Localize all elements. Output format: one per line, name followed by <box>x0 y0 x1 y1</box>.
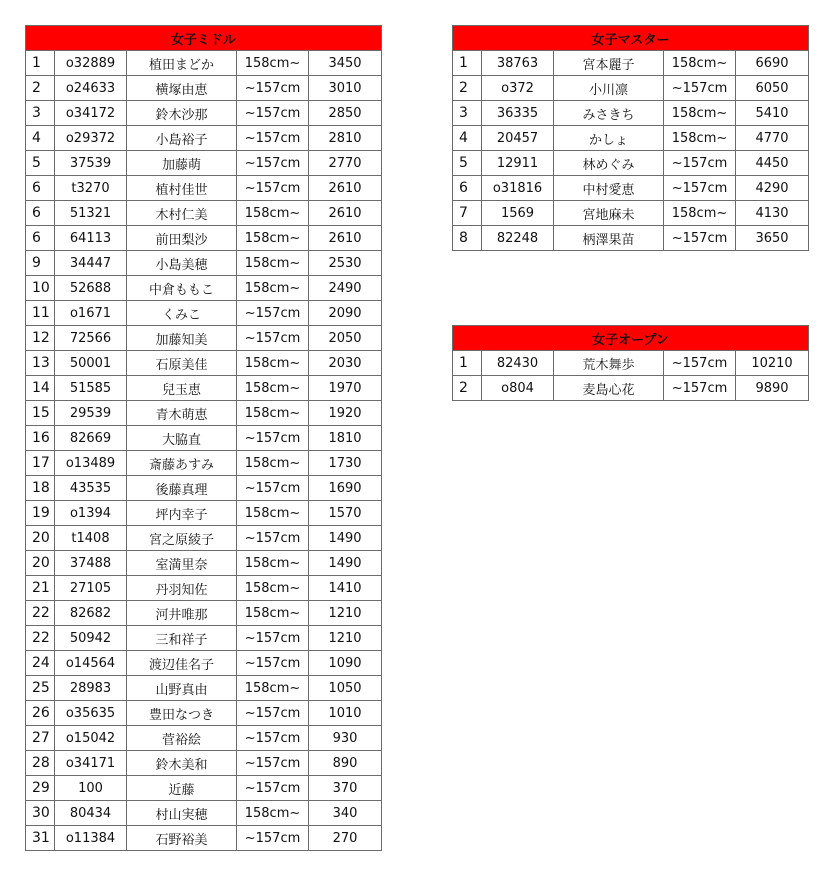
score-cell: 2490 <box>309 276 382 301</box>
member-id-cell: 82669 <box>55 426 127 451</box>
table-row <box>453 376 809 401</box>
table-row <box>26 101 382 126</box>
score-cell: 6690 <box>736 51 809 76</box>
rank-cell: 4 <box>26 126 55 151</box>
table-row <box>26 651 382 676</box>
name-cell: 大脇直 <box>127 426 237 451</box>
table-row <box>26 451 382 476</box>
height-class-cell: 158cm~ <box>664 201 736 226</box>
member-id-cell: o804 <box>482 376 554 401</box>
name-cell: 青木萌恵 <box>127 401 237 426</box>
member-id-cell: 37488 <box>55 551 127 576</box>
rank-cell: 6 <box>26 226 55 251</box>
rank-cell: 7 <box>453 201 482 226</box>
table-row <box>26 351 382 376</box>
table-row <box>26 701 382 726</box>
rank-cell: 2 <box>26 76 55 101</box>
height-class-cell: ~157cm <box>237 176 309 201</box>
member-id-cell: 36335 <box>482 101 554 126</box>
name-cell: 豊田なつき <box>127 701 237 726</box>
name-cell: みさきち <box>554 101 664 126</box>
rank-cell: 4 <box>453 126 482 151</box>
table-row <box>26 626 382 651</box>
name-cell: 荒木舞歩 <box>554 351 664 376</box>
table-row <box>26 126 382 151</box>
member-id-cell: 29539 <box>55 401 127 426</box>
table-row <box>26 751 382 776</box>
score-cell: 3650 <box>736 226 809 251</box>
name-cell: 菅裕絵 <box>127 726 237 751</box>
height-class-cell: 158cm~ <box>237 251 309 276</box>
score-cell: 2030 <box>309 351 382 376</box>
rank-cell: 2 <box>453 376 482 401</box>
member-id-cell: 12911 <box>482 151 554 176</box>
name-cell: 麦島心花 <box>554 376 664 401</box>
name-cell: 植田まどか <box>127 51 237 76</box>
table-row <box>26 401 382 426</box>
table-row <box>26 376 382 401</box>
table-row <box>26 601 382 626</box>
name-cell: 小川凛 <box>554 76 664 101</box>
table-row <box>26 551 382 576</box>
height-class-cell: ~157cm <box>237 476 309 501</box>
member-id-cell: o35635 <box>55 701 127 726</box>
rank-cell: 28 <box>26 751 55 776</box>
name-cell: 宮地麻未 <box>554 201 664 226</box>
member-id-cell: o13489 <box>55 451 127 476</box>
rank-cell: 10 <box>26 276 55 301</box>
rank-cell: 3 <box>26 101 55 126</box>
name-cell: 坪内幸子 <box>127 501 237 526</box>
name-cell: 石野裕美 <box>127 826 237 851</box>
table-row <box>26 801 382 826</box>
rank-cell: 3 <box>453 101 482 126</box>
table-row <box>26 726 382 751</box>
member-id-cell: 50942 <box>55 626 127 651</box>
name-cell: 前田梨沙 <box>127 226 237 251</box>
rank-cell: 9 <box>26 251 55 276</box>
height-class-cell: 158cm~ <box>664 101 736 126</box>
height-class-cell: ~157cm <box>664 226 736 251</box>
rank-cell: 1 <box>26 51 55 76</box>
score-cell: 2810 <box>309 126 382 151</box>
table-row <box>453 201 809 226</box>
rank-cell: 6 <box>453 176 482 201</box>
table-row <box>453 76 809 101</box>
score-cell: 1490 <box>309 551 382 576</box>
name-cell: 小島裕子 <box>127 126 237 151</box>
table-row <box>26 476 382 501</box>
member-id-cell: o29372 <box>55 126 127 151</box>
rank-cell: 1 <box>453 51 482 76</box>
rank-cell: 13 <box>26 351 55 376</box>
score-cell: 9890 <box>736 376 809 401</box>
name-cell: 林めぐみ <box>554 151 664 176</box>
member-id-cell: o15042 <box>55 726 127 751</box>
name-cell: かしょ <box>554 126 664 151</box>
height-class-cell: ~157cm <box>237 751 309 776</box>
height-class-cell: ~157cm <box>237 651 309 676</box>
score-cell: 4290 <box>736 176 809 201</box>
score-cell: 1690 <box>309 476 382 501</box>
name-cell: 加藤萌 <box>127 151 237 176</box>
table-row <box>26 201 382 226</box>
height-class-cell: ~157cm <box>237 76 309 101</box>
member-id-cell: t1408 <box>55 526 127 551</box>
score-cell: 2530 <box>309 251 382 276</box>
rank-cell: 8 <box>453 226 482 251</box>
height-class-cell: ~157cm <box>237 701 309 726</box>
height-class-cell: 158cm~ <box>237 601 309 626</box>
name-cell: 小島美穂 <box>127 251 237 276</box>
rank-cell: 22 <box>26 601 55 626</box>
name-cell: 木村仁美 <box>127 201 237 226</box>
table-row <box>26 576 382 601</box>
name-cell: 鈴木沙那 <box>127 101 237 126</box>
score-cell: 1970 <box>309 376 382 401</box>
rank-cell: 29 <box>26 776 55 801</box>
rank-cell: 19 <box>26 501 55 526</box>
table-row <box>453 351 809 376</box>
member-id-cell: 1569 <box>482 201 554 226</box>
score-cell: 370 <box>309 776 382 801</box>
member-id-cell: 52688 <box>55 276 127 301</box>
rank-cell: 24 <box>26 651 55 676</box>
score-cell: 2610 <box>309 226 382 251</box>
rank-cell: 6 <box>26 176 55 201</box>
height-class-cell: ~157cm <box>237 301 309 326</box>
rank-cell: 5 <box>26 151 55 176</box>
height-class-cell: 158cm~ <box>237 51 309 76</box>
member-id-cell: t3270 <box>55 176 127 201</box>
table-row <box>453 126 809 151</box>
height-class-cell: ~157cm <box>237 726 309 751</box>
height-class-cell: ~157cm <box>237 101 309 126</box>
rank-cell: 11 <box>26 301 55 326</box>
rank-cell: 2 <box>453 76 482 101</box>
score-cell: 6050 <box>736 76 809 101</box>
rank-cell: 26 <box>26 701 55 726</box>
score-cell: 1210 <box>309 601 382 626</box>
member-id-cell: 43535 <box>55 476 127 501</box>
rank-cell: 16 <box>26 426 55 451</box>
score-cell: 1410 <box>309 576 382 601</box>
name-cell: 鈴木美和 <box>127 751 237 776</box>
table-row <box>26 426 382 451</box>
height-class-cell: 158cm~ <box>664 126 736 151</box>
table-row <box>26 526 382 551</box>
rank-cell: 30 <box>26 801 55 826</box>
member-id-cell: 64113 <box>55 226 127 251</box>
score-cell: 340 <box>309 801 382 826</box>
score-cell: 1010 <box>309 701 382 726</box>
score-cell: 930 <box>309 726 382 751</box>
score-cell: 1730 <box>309 451 382 476</box>
score-cell: 1570 <box>309 501 382 526</box>
member-id-cell: 72566 <box>55 326 127 351</box>
member-id-cell: 28983 <box>55 676 127 701</box>
member-id-cell: o11384 <box>55 826 127 851</box>
name-cell: 植村佳世 <box>127 176 237 201</box>
height-class-cell: ~157cm <box>664 76 736 101</box>
score-cell: 1810 <box>309 426 382 451</box>
height-class-cell: ~157cm <box>237 326 309 351</box>
height-class-cell: 158cm~ <box>237 451 309 476</box>
name-cell: 中村愛恵 <box>554 176 664 201</box>
score-cell: 3450 <box>309 51 382 76</box>
table-row <box>26 51 382 76</box>
height-class-cell: ~157cm <box>237 626 309 651</box>
member-id-cell: 82430 <box>482 351 554 376</box>
rank-cell: 25 <box>26 676 55 701</box>
member-id-cell: 80434 <box>55 801 127 826</box>
height-class-cell: 158cm~ <box>237 676 309 701</box>
height-class-cell: ~157cm <box>237 826 309 851</box>
name-cell: 宮本麗子 <box>554 51 664 76</box>
table-row <box>453 51 809 76</box>
rank-cell: 6 <box>26 201 55 226</box>
height-class-cell: 158cm~ <box>237 401 309 426</box>
name-cell: 河井唯那 <box>127 601 237 626</box>
member-id-cell: 82248 <box>482 226 554 251</box>
member-id-cell: 50001 <box>55 351 127 376</box>
table-row <box>453 101 809 126</box>
score-cell: 3010 <box>309 76 382 101</box>
table-row <box>26 301 382 326</box>
rank-cell: 31 <box>26 826 55 851</box>
name-cell: 石原美佳 <box>127 351 237 376</box>
rank-cell: 20 <box>26 526 55 551</box>
ranking-table-women-master <box>452 25 809 251</box>
name-cell: くみこ <box>127 301 237 326</box>
score-cell: 1490 <box>309 526 382 551</box>
member-id-cell: 20457 <box>482 126 554 151</box>
height-class-cell: 158cm~ <box>237 226 309 251</box>
score-cell: 270 <box>309 826 382 851</box>
table-row <box>26 151 382 176</box>
name-cell: 斎藤あすみ <box>127 451 237 476</box>
rank-cell: 5 <box>453 151 482 176</box>
height-class-cell: ~157cm <box>237 776 309 801</box>
member-id-cell: 82682 <box>55 601 127 626</box>
member-id-cell: 34447 <box>55 251 127 276</box>
member-id-cell: 51585 <box>55 376 127 401</box>
member-id-cell: 27105 <box>55 576 127 601</box>
name-cell: 三和祥子 <box>127 626 237 651</box>
score-cell: 2610 <box>309 201 382 226</box>
rank-cell: 17 <box>26 451 55 476</box>
name-cell: 近藤 <box>127 776 237 801</box>
height-class-cell: 158cm~ <box>664 51 736 76</box>
table-row <box>26 501 382 526</box>
member-id-cell: 37539 <box>55 151 127 176</box>
name-cell: 渡辺佳名子 <box>127 651 237 676</box>
rank-cell: 15 <box>26 401 55 426</box>
score-cell: 4450 <box>736 151 809 176</box>
member-id-cell: o31816 <box>482 176 554 201</box>
score-cell: 2770 <box>309 151 382 176</box>
score-cell: 1920 <box>309 401 382 426</box>
member-id-cell: o34171 <box>55 751 127 776</box>
score-cell: 2610 <box>309 176 382 201</box>
rank-cell: 14 <box>26 376 55 401</box>
table-row <box>26 176 382 201</box>
name-cell: 村山実穂 <box>127 801 237 826</box>
score-cell: 1090 <box>309 651 382 676</box>
table-title: 女子オープン <box>453 326 809 351</box>
height-class-cell: ~157cm <box>664 176 736 201</box>
table-row <box>26 676 382 701</box>
score-cell: 10210 <box>736 351 809 376</box>
member-id-cell: 38763 <box>482 51 554 76</box>
name-cell: 横塚由恵 <box>127 76 237 101</box>
height-class-cell: ~157cm <box>664 151 736 176</box>
score-cell: 890 <box>309 751 382 776</box>
rank-cell: 18 <box>26 476 55 501</box>
name-cell: 室満里奈 <box>127 551 237 576</box>
table-row <box>26 326 382 351</box>
height-class-cell: 158cm~ <box>237 801 309 826</box>
ranking-table-women-open <box>452 325 809 401</box>
height-class-cell: ~157cm <box>237 426 309 451</box>
name-cell: 中倉ももこ <box>127 276 237 301</box>
table-title: 女子マスター <box>453 26 809 51</box>
name-cell: 柄澤果苗 <box>554 226 664 251</box>
table-row <box>453 176 809 201</box>
table-row <box>26 826 382 851</box>
height-class-cell: ~157cm <box>237 526 309 551</box>
score-cell: 1210 <box>309 626 382 651</box>
table-row <box>26 776 382 801</box>
height-class-cell: ~157cm <box>237 126 309 151</box>
height-class-cell: 158cm~ <box>237 276 309 301</box>
member-id-cell: 100 <box>55 776 127 801</box>
height-class-cell: 158cm~ <box>237 351 309 376</box>
member-id-cell: 51321 <box>55 201 127 226</box>
name-cell: 兒玉恵 <box>127 376 237 401</box>
rank-cell: 21 <box>26 576 55 601</box>
height-class-cell: ~157cm <box>664 376 736 401</box>
name-cell: 丹羽知佐 <box>127 576 237 601</box>
table-row <box>453 226 809 251</box>
member-id-cell: o14564 <box>55 651 127 676</box>
table-row <box>26 276 382 301</box>
member-id-cell: o1671 <box>55 301 127 326</box>
member-id-cell: o1394 <box>55 501 127 526</box>
score-cell: 4770 <box>736 126 809 151</box>
height-class-cell: 158cm~ <box>237 551 309 576</box>
member-id-cell: o34172 <box>55 101 127 126</box>
member-id-cell: o32889 <box>55 51 127 76</box>
rank-cell: 1 <box>453 351 482 376</box>
score-cell: 4130 <box>736 201 809 226</box>
rank-cell: 12 <box>26 326 55 351</box>
name-cell: 加藤知美 <box>127 326 237 351</box>
height-class-cell: ~157cm <box>664 351 736 376</box>
table-title: 女子ミドル <box>26 26 382 51</box>
height-class-cell: ~157cm <box>237 151 309 176</box>
height-class-cell: 158cm~ <box>237 201 309 226</box>
name-cell: 山野真由 <box>127 676 237 701</box>
ranking-table-women-middle <box>25 25 382 851</box>
height-class-cell: 158cm~ <box>237 376 309 401</box>
name-cell: 宮之原綾子 <box>127 526 237 551</box>
score-cell: 5410 <box>736 101 809 126</box>
score-cell: 2850 <box>309 101 382 126</box>
table-row <box>453 151 809 176</box>
rank-cell: 27 <box>26 726 55 751</box>
height-class-cell: 158cm~ <box>237 576 309 601</box>
name-cell: 後藤真理 <box>127 476 237 501</box>
score-cell: 2090 <box>309 301 382 326</box>
rank-cell: 22 <box>26 626 55 651</box>
table-row <box>26 226 382 251</box>
member-id-cell: o372 <box>482 76 554 101</box>
rank-cell: 20 <box>26 551 55 576</box>
score-cell: 2050 <box>309 326 382 351</box>
score-cell: 1050 <box>309 676 382 701</box>
table-row <box>26 251 382 276</box>
height-class-cell: 158cm~ <box>237 501 309 526</box>
member-id-cell: o24633 <box>55 76 127 101</box>
table-row <box>26 76 382 101</box>
